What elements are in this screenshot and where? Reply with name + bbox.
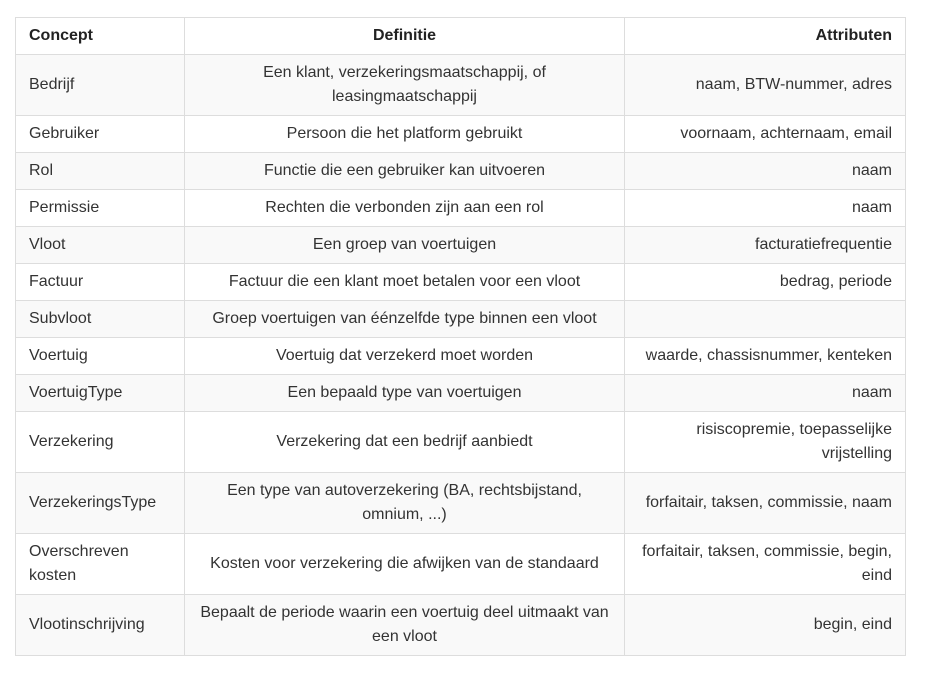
table-row — [16, 116, 906, 153]
table-row — [16, 534, 906, 595]
cell-attributen: begin, eind — [625, 595, 906, 656]
cell-attributen: forfaitair, taksen, commissie, naam — [625, 473, 906, 534]
header-definitie: Definitie — [185, 18, 625, 55]
table-row — [16, 190, 906, 227]
cell-attributen: facturatiefrequentie — [625, 227, 906, 264]
cell-concept: Overschreven kosten — [16, 534, 185, 595]
cell-attributen: risiscopremie, toepasselijke vrijstelling — [625, 412, 906, 473]
cell-definitie: Voertuig dat verzekerd moet worden — [185, 338, 625, 375]
table-row — [16, 153, 906, 190]
cell-definitie: Groep voertuigen van éénzelfde type binnen een vloot — [185, 301, 625, 338]
cell-attributen: naam — [625, 153, 906, 190]
cell-concept: Bedrijf — [16, 55, 185, 116]
cell-attributen: voornaam, achternaam, email — [625, 116, 906, 153]
cell-definitie: Persoon die het platform gebruikt — [185, 116, 625, 153]
cell-attributen: forfaitair, taksen, commissie, begin, eind — [625, 534, 906, 595]
cell-definitie: Verzekering dat een bedrijf aanbiedt — [185, 412, 625, 473]
header-attributen: Attributen — [625, 18, 906, 55]
cell-attributen: waarde, chassisnummer, kenteken — [625, 338, 906, 375]
cell-concept: Voertuig — [16, 338, 185, 375]
cell-definitie: Kosten voor verzekering die afwijken van de standaard — [185, 534, 625, 595]
cell-attributen: naam, BTW-nummer, adres — [625, 55, 906, 116]
table-row — [16, 412, 906, 473]
table-row — [16, 55, 906, 116]
table-row — [16, 595, 906, 656]
cell-concept: Verzekering — [16, 412, 185, 473]
cell-attributen: bedrag, periode — [625, 264, 906, 301]
cell-definitie: Een bepaald type van voertuigen — [185, 375, 625, 412]
cell-concept: Vloot — [16, 227, 185, 264]
table-row — [16, 375, 906, 412]
cell-definitie: Een groep van voertuigen — [185, 227, 625, 264]
cell-concept: Rol — [16, 153, 185, 190]
cell-attributen — [625, 301, 906, 338]
table-row — [16, 301, 906, 338]
cell-attributen: naam — [625, 375, 906, 412]
cell-concept: Factuur — [16, 264, 185, 301]
table-row — [16, 264, 906, 301]
cell-definitie: Bepaalt de periode waarin een voertuig deel uitmaakt van een vloot — [185, 595, 625, 656]
cell-definitie: Functie die een gebruiker kan uitvoeren — [185, 153, 625, 190]
cell-concept: Gebruiker — [16, 116, 185, 153]
table-row — [16, 473, 906, 534]
cell-concept: Subvloot — [16, 301, 185, 338]
cell-definitie: Een type van autoverzekering (BA, rechtsbijstand, omnium, ...) — [185, 473, 625, 534]
cell-attributen: naam — [625, 190, 906, 227]
header-row — [16, 18, 906, 55]
cell-concept: VerzekeringsType — [16, 473, 185, 534]
header-concept: Concept — [16, 18, 185, 55]
cell-concept: Permissie — [16, 190, 185, 227]
table-row — [16, 338, 906, 375]
cell-definitie: Een klant, verzekeringsmaatschappij, of leasingmaatschappij — [185, 55, 625, 116]
concepts-table — [15, 17, 906, 656]
cell-concept: VoertuigType — [16, 375, 185, 412]
cell-definitie: Factuur die een klant moet betalen voor een vloot — [185, 264, 625, 301]
cell-concept: Vlootinschrijving — [16, 595, 185, 656]
cell-definitie: Rechten die verbonden zijn aan een rol — [185, 190, 625, 227]
table-row — [16, 227, 906, 264]
